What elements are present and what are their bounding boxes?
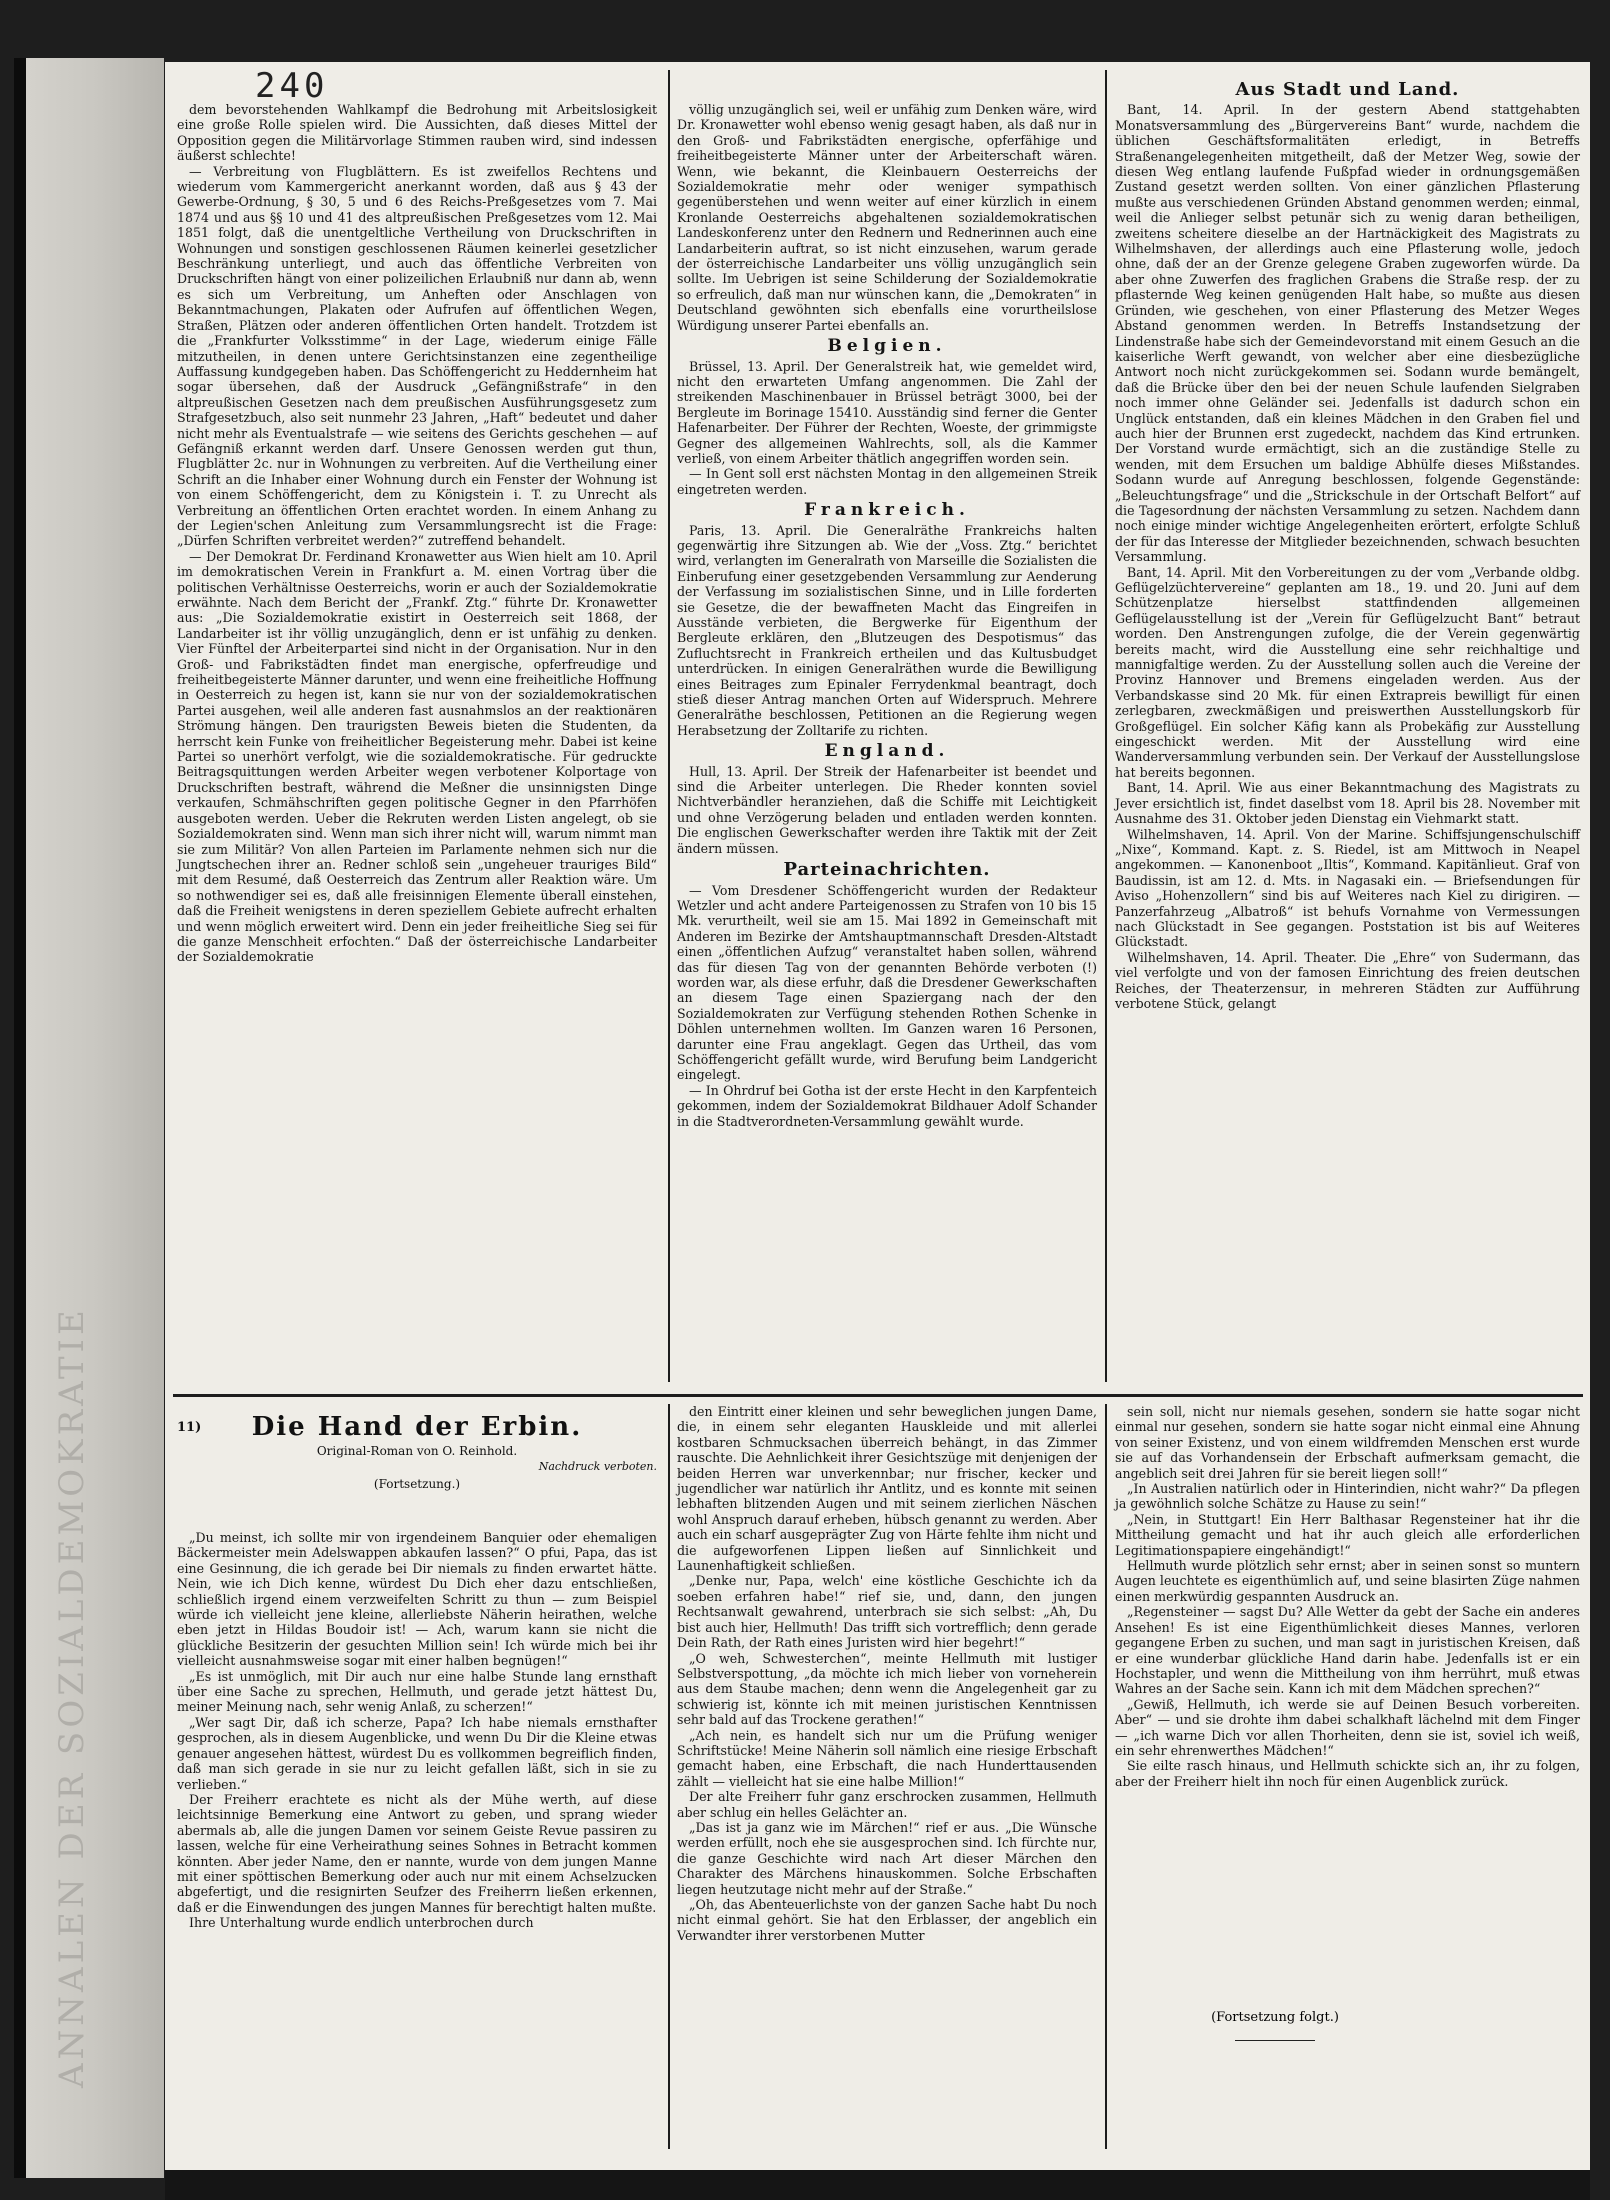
paragraph: — In Ohrdruf bei Gotha ist der erste Hecht in den Karpfenteich gekommen, indem der Sozialdemokrat Bildhauer Adolf Schander in die Stadtverordneten-Versammlung gewählt wurde. — [677, 1082, 1097, 1129]
paragraph: „Ach nein, es handelt sich nur um die Prüfung weniger Schriftstücke! Meine Näherin soll nämlich eine riesige Erbschaft gemacht haben, eine Erbschaft, die nach Hunderttausenden zählt — vielleicht hat sie eine halbe Million!“ — [677, 1727, 1097, 1789]
paragraph: Sie eilte rasch hinaus, und Hellmuth schickte sich an, ihr zu folgen, aber der Freiherr hielt ihn noch für einen Augenblick zurück. — [1115, 1758, 1580, 1789]
page-number: 240 — [255, 66, 329, 106]
serial-column-1 — [177, 1530, 657, 2150]
paragraph: Hull, 13. April. Der Streik der Hafenarbeiter ist beendet und sind die Arbeiter unterlegen. Die Rheder konnten soviel Nichtverbändler heranziehen, daß die Schiffe mit Leichtigkeit und ohne Verzögerung beladen und entladen werden konnten. Die englischen Gewerkschafter werden ihre Taktik mit der Zeit ändern müssen. — [677, 763, 1097, 856]
paragraph: dem bevorstehenden Wahlkampf die Bedrohung mit Arbeitslosigkeit eine große Rolle spielen wird. Die Aussichten, daß dieses Mittel der Opposition gegen die Militärvorlage Stimmen rauben wird, sind indessen äußerst schlechte! — [177, 102, 657, 164]
section-heading-stadt-land: Aus Stadt und Land. — [1235, 79, 1460, 100]
serial-number: 11) — [177, 1420, 202, 1435]
paragraph: Der Freiherr erachtete es nicht als der Mühe werth, auf diese leichtsinnige Bemerkung eine Antwort zu geben, und sprang wieder abermals ab, alle die jungen Damen vor seinem Geiste Revue passiren zu lassen, welche für eine Verheirathung seines Sohnes in Betracht kommen könnten. Aber jeder Name, den er nannte, wurde von dem jungen Manne mit einer spöttischen Bemerkung oder auch nur mit einem Achselzucken abgefertigt, und die resignirten Seufzer des Freiherrn ließen erkennen, daß er die Einwendungen des jungen Mannes für berechtigt halten mußte. — [177, 1791, 657, 1915]
serial-separator — [173, 1394, 1583, 1397]
paragraph: Bant, 14. April. In der gestern Abend stattgehabten Monatsversammlung des „Bürgervereins Bant“ wurde, nachdem die üblichen Geschäftsformalitäten erledigt, in Betreffs Straßenangelegenheiten mitgetheilt, daß der Metzer Weg, sowie der diesen Weg entlang laufende Fußpfad wieder in ordnungsgemäßen Zustand gesetzt werden sollten. Von einer gänzlichen Pflasterung mußte aus verschiedenen Gründen Abstand genommen werden; einmal, weil die Anlieger selbst petunär sich zu wenig daran betheiligen, zweitens scheitere dieselbe an der Hartnäckigkeit des Magistrats zu Wilhelmshaven, der allerdings auch eine Pflasterung wolle, jedoch ohne, daß der an der Grenze gelegene Graben zugeworfen würde. Da aber ohne Zuwerfen des fraglichen Grabens die Straße resp. der zu pflasternde Weg keinen genügenden Halt habe, so mußte aus diesen Gründen, wie geschehen, von einer Pflasterung des Metzer Weges Abstand genommen werden. In Betreffs Instandsetzung der Lindenstraße habe sich der Gemeindevorstand mit einem Gesuch an die kaiserliche Werft gewandt, von welcher aber eine diesbezügliche Antwort noch nicht zurückgekommen sei. Sodann wurde bemängelt, daß die Brücke über den bei der neuen Schule laufenden Sielgraben noch immer ohne Geländer sei. Jedenfalls ist dadurch schon ein Unglück entstanden, daß ein kleines Mädchen in den Graben fiel und auch hier der Brunnen erst zugedeckt, nachdem das Kind ertrunken. Der Vorstand wurde ermächtigt, sich an die zuständige Stelle zu wenden, mit dem Ersuchen um baldige Abhülfe dieses Mißstandes. Sodann wurde auf Anregung beschlossen, folgende Gegenstände: „Beleuchtungsfrage“ und die „Strickschule in der Ortschaft Belfort“ auf die Tagesordnung der nächsten Versammlung zu setzen. Nachdem dann noch einige minder wichtige Angelegenheiten erörtert, erfolgte Schluß der für das Interesse der Mitglieder bezeichnenden, schwach besuchten Versammlung. — [1115, 102, 1580, 565]
serial-continuation: (Fortsetzung.) — [373, 1477, 461, 1491]
paragraph: „Es ist unmöglich, mit Dir auch nur eine halbe Stunde lang ernsthaft über eine Sache zu sprechen, Hellmuth, und gerade jetzt hättest Du, meiner Meinung nach, sehr wenig Anlaß, zu scherzen!“ — [177, 1668, 657, 1715]
serial-header — [177, 1410, 657, 1491]
paragraph: „O weh, Schwesterchen“, meinte Hellmuth mit lustiger Selbstverspottung, „da möchte ich mich lieber von vorneherein aus dem Staube machen; denn wenn die Angelegenheit gar zu schwierig ist, könnte ich mit meinen juristischen Kenntnissen sehr bald auf das Trockene gerathen!“ — [677, 1650, 1097, 1728]
reprint-note: Nachdruck verboten. — [538, 1460, 657, 1473]
paragraph: Bant, 14. April. Wie aus einer Bekanntmachung des Magistrats zu Jever ersichtlich ist, findet daselbst vom 18. April bis 28. November mit Ausnahme des 31. Oktober jeden Dienstag ein Viehmarkt statt. — [1115, 780, 1580, 827]
paragraph: „Du meinst, ich sollte mir von irgendeinem Banquier oder ehemaligen Bäckermeister mein Adelswappen abkaufen lassen?“ O pfui, Papa, das ist eine Gesinnung, die ich gerade bei Dir niemals zu finden erwartet hätte. Nein, wie ich Dich kenne, würdest Du Dich eher dazu entschließen, schließlich irgend einem verzweifelten Schritt zu thun — zum Beispiel würde ich vielleicht jene kleine, allerliebste Näherin heirathen, welche eben jetzt in Hildas Boudoir ist! — Ach, warum kann sie nicht die glückliche Besitzerin der gesuchten Million sein! Ich würde mich bei ihr vielleicht ausnahmsweise sogar mit einer halben begnügen!“ — [177, 1530, 657, 1669]
paragraph: den Eintritt einer kleinen und sehr beweglichen jungen Dame, die, in einem sehr eleganten Hauskleide und mit allerlei kostbaren Schmucksachen überreich behängt, in das Zimmer rauschte. Die Aehnlichkeit ihrer Gesichtszüge mit denjenigen der beiden Herren war unverkennbar; nur frischer, kecker und jugendlicher war natürlich ihr Antlitz, und es konnte mit seinen lebhaften blitzenden Augen und mit seinem zierlichen Näschen wohl Anspruch darauf erheben, hübsch genannt zu werden. Aber auch ein scharf ausgeprägter Zug von Härte fehlte ihm nicht und die aufgeworfenen Lippen ließen auf Sinnlichkeit und Launenhaftigkeit schließen. — [677, 1404, 1097, 1574]
paragraph: Bant, 14. April. Mit den Vorbereitungen zu der vom „Verbande oldbg. Geflügelzüchtervereine“ geplanten am 18., 19. und 20. Juni auf dem Schützenplatze hierselbst stattfindenden allgemeinen Geflügelausstellung ist der „Verein für Geflügelzucht Bant“ betraut worden. Den Anstrengungen zufolge, die der Verein gegenwärtig bereits macht, wird die Ausstellung eine sehr reichhaltige und mannigfaltige werden. Zu der Ausstellung sollen auch die Vereine der Provinz Hannover und Bremens eingeladen werden. Aus der Verbandskasse sind 20 Mk. für einen Extrapreis bewilligt für einen zerlegbaren, zweckmäßigen und preiswerthen Ausstellungskorb für Großgeflügel. Ein solcher Käfig kann als Probekäfig zur Ausstellung eingeschickt werden. Mit der Ausstellung wird eine Wanderversammlung verbunden sein. Der Verkauf der Ausstellungslose hat bereits begonnen. — [1115, 564, 1580, 780]
section-heading-england: England. — [824, 741, 950, 762]
newspaper-page — [165, 62, 1590, 2170]
paragraph: Der alte Freiherr fuhr ganz erschrocken zusammen, Hellmuth aber schlug ein helles Gelächter an. — [677, 1789, 1097, 1820]
paragraph: — Vom Dresdener Schöffengericht wurden der Redakteur Wetzler und acht andere Parteigenossen zu Strafen von 10 bis 15 Mk. verurtheilt, weil sie am 15. Mai 1892 in Gemeinschaft mit Anderen im Bezirke der Amtshauptmannschaft Dresden-Altstadt einen „öffentlichen Aufzug“ veranstaltet haben sollen, während das für diesen Tag von der genannten Behörde verboten (!) worden war, als diese erfuhr, daß die Dresdener Gewerkschaften an diesem Tage einen Spaziergang nach der den Sozialdemokraten zur Verfügung stehenden Rothen Schenke in Döhlen unternehmen wollten. Im Ganzen waren 16 Personen, darunter eine Frau angeklagt. Gegen das Urtheil, das vom Schöffengericht gefällt wurde, wird Berufung beim Landgericht eingelegt. — [677, 882, 1097, 1083]
serial-subtitle: Original-Roman von O. Reinhold. — [316, 1444, 518, 1458]
serial-title: Die Hand der Erbin. — [251, 1412, 583, 1442]
paragraph: — Der Demokrat Dr. Ferdinand Kronawetter aus Wien hielt am 10. April im demokratischen Verein in Frankfurt a. M. einen Vortrag über die politischen Verhältnisse Oesterreichs, worin er auch der Sozialdemokratie erwähnte. Nach dem Bericht der „Frankf. Ztg.“ führte Dr. Kronawetter aus: „Die Sozialdemokratie existirt in Oesterreich seit 1868, der Landarbeiter ist ihr völlig unzugänglich, denn er ist unfähig zu denken. Vier Fünftel der Arbeiterpartei sind nicht in der Organisation. Nur in den Groß- und Fabrikstädten findet man energische, opferfreudige und freiheitbegeisterte Männer darunter, und wenn eine freiheitliche Hoffnung in Oesterreich zu hegen ist, kann sie nur von der sozialdemokratischen Partei ausgehen, weil alle anderen fast ausnahmslos an der reaktionären Strömung hängen. Den traurigsten Beweis bieten die Studenten, da herrscht kein Funke von freiheitlicher Begeisterung mehr. Dabei ist keine Partei so unerhört verfolgt, wie die sozialdemokratische. Für gedruckte Beitragsquittungen werden Arbeiter wegen verbotener Kolportage von Druckschriften bestraft, während die Meßner die unsinnigsten Dinge verkaufen, Schmähschriften gegen politische Gegner in den Pfarrhöfen ausgeboten werden. Ueber die Rekruten werden Listen angelegt, ob sie Sozialdemokraten sind. Wenn man sich ihrer nicht will, warum nimmt man sie zum Militär? Von allen Parteien im Parlamente nehmen sich nur die Jungtschechen ihrer an. Redner schloß sein „ungeheuer trauriges Bild“ mit dem Resumé, daß Oesterreich das Zentrum aller Reaktion wäre. Um so nothwendiger sei es, daß alle freisinnigen Elemente überall einstehen, daß die Freiheit wenigstens in deren speziellem Gebiete aufrecht erhalten und wenn möglich erweitert wird. Denn ein jeder freiheitliche Sieg sei für die ganze Menschheit erfochten.“ Daß der österreichische Landarbeiter der Sozialdemokratie — [177, 548, 657, 965]
article-column-3 — [1115, 76, 1580, 1390]
page-bottom-shadow — [165, 2170, 1590, 2200]
book-binding — [14, 58, 164, 2178]
paragraph: „In Australien natürlich oder in Hinterindien, nicht wahr?“ Da pflegen ja gewöhnlich solche Schätze zu Hause zu sein!“ — [1115, 1481, 1580, 1512]
paragraph: Paris, 13. April. Die Generalräthe Frankreichs halten gegenwärtig ihre Sitzungen ab. Wie der „Voss. Ztg.“ berichtet wird, verlangten im Generalrath von Marseille die Sozialisten die Einberufung einer gesetzgebenden Versammlung zur Aenderung der Verfassung im sozialistischen Sinne, und in Lille forderten sie Gesetze, die der bewaffneten Macht das Eingreifen in Ausstände verbieten, die Bergwerke für Eigenthum der Bergleute erklären, den „Blutzeugen des Despotismus“ das Zufluchtsrecht in Frankreich ertheilen und das Kultusbudget unterdrücken. In einigen Generalräthen wurde die Bewilligung eines Beitrages zum Epinaler Ferrydenkmal beantragt, doch stieß dieser Antrag manchen Orten auf Widerspruch. Mehrere Generalräthe beschlossen, Petitionen an die Regierung wegen Herabsetzung der Zolltarife zu richten. — [677, 522, 1097, 738]
paragraph: „Nein, in Stuttgart! Ein Herr Balthasar Regensteiner hat ihr die Mittheilung gemacht und hat ihr auch gleich alle erforderlichen Legitimationspapiere eingehändigt!“ — [1115, 1511, 1580, 1558]
binding-stamp: ANNALEN DER SOZIALDEMOKRATIE — [52, 1306, 92, 2088]
paragraph: Wilhelmshaven, 14. April. Theater. Die „Ehre“ von Sudermann, das viel verfolgte und von der famosen Einrichtung des freien deutschen Reiches, der Theaterzensur, in mehreren Städten zur Aufführung verbotene Stück, gelangt — [1115, 949, 1580, 1011]
serial-end-rule — [1235, 2040, 1315, 2041]
paragraph: „Denke nur, Papa, welch' eine köstliche Geschichte ich da soeben erfahren habe!“ rief sie, und, dann, den jungen Rechtsanwalt gewahrend, unterbrach sie sich selbst: „Ah, Du bist auch hier, Hellmuth! Das trifft sich vortrefflich; denn gerade Dein Rath, der Rath eines Juristen wird hier begehrt!“ — [677, 1573, 1097, 1651]
column-rule — [1105, 70, 1107, 1382]
paragraph: Wilhelmshaven, 14. April. Von der Marine. Schiffsjungenschulschiff „Nixe“, Kommand. Kapt. z. S. Riedel, ist am Mittwoch in Neapel angekommen. — Kanonenboot „Iltis“, Kommand. Kapitänlieut. Graf von Baudissin, ist am 12. d. Mts. in Nagasaki ein. — Briefsendungen für Aviso „Hohenzollern“ sind bis auf Weiteres nach Kiel zu dirigiren. — Panzerfahrzeug „Albatroß“ ist behufs Vornahme von Vermessungen nach Glückstadt in See gegangen. Poststation ist bis auf Weiteres Glückstadt. — [1115, 826, 1580, 950]
paragraph: — In Gent soll erst nächsten Montag in den allgemeinen Streik eingetreten werden. — [677, 466, 1097, 497]
section-heading-belgien: Belgien. — [827, 336, 947, 357]
binding-edge — [14, 58, 26, 2178]
column-rule — [668, 1404, 670, 2149]
serial-column-3 — [1115, 1404, 1580, 2044]
paragraph: „Wer sagt Dir, daß ich scherze, Papa? Ich habe niemals ernsthafter gesprochen, als in diesem Augenblicke, und wenn Du Dir die Kleine etwas genauer angesehen hättest, würdest Du es vollkommen begreiflich finden, daß man sich gerade in sie nur zu leicht gefallen läßt, sich in sie zu verlieben.“ — [177, 1714, 657, 1792]
section-heading-parteinachrichten: Parteinachrichten. — [783, 859, 991, 881]
paragraph: „Oh, das Abenteuerlichste von der ganzen Sache habt Du noch nicht einmal gehört. Sie hat den Erblasser, der angeblich ein Verwandter ihrer verstorbenen Mutter — [677, 1897, 1097, 1943]
paragraph: „Das ist ja ganz wie im Märchen!“ rief er aus. „Die Wünsche werden erfüllt, noch ehe sie ausgesprochen sind. Ich fürchte nur, die ganze Geschichte wird nach Art dieser Märchen den Charakter des Märchens hinauskommen. Solche Erbschaften liegen heutzutage nicht mehr auf der Straße.“ — [677, 1819, 1097, 1897]
paragraph: „Gewiß, Hellmuth, ich werde sie auf Deinen Besuch vorbereiten. Aber“ — und sie drohte ihm dabei schalkhaft lächelnd mit dem Finger — „ich warne Dich vor allen Thorheiten, denn sie ist, soviel ich weiß, ein sehr ehrenwerthes Mädchen!“ — [1115, 1696, 1580, 1758]
column-rule — [668, 70, 670, 1382]
section-heading-frankreich: Frankreich. — [804, 500, 970, 521]
paragraph: „Regensteiner — sagst Du? Alle Wetter da gebt der Sache ein anderes Ansehen! Es ist eine Eigenthümlichkeit dieses Mannes, verloren gegangene Erben zu suchen, und man sagt in juristischen Kreisen, daß er eine wunderbar glückliche Hand darin habe. Jedenfalls ist er ein Hochstapler, und wenn die Mittheilung von ihm herrührt, muß etwas Wahres an der Sache sein. Kann ich mit dem Mädchen sprechen?“ — [1115, 1604, 1580, 1697]
serial-to-be-continued: (Fortsetzung folgt.) — [1211, 2010, 1339, 2025]
paragraph: Hellmuth wurde plötzlich sehr ernst; aber in seinen sonst so muntern Augen leuchtete es eigenthümlich auf, und seine blasirten Züge nahmen einen merkwürdig gespannten Ausdruck an. — [1115, 1558, 1580, 1604]
paragraph: Ihre Unterhaltung wurde endlich unterbrochen durch — [189, 1915, 534, 1931]
paragraph: völlig unzugänglich sei, weil er unfähig zum Denken wäre, wird Dr. Kronawetter wohl ebenso wenig gesagt haben, als daß nur in den Groß- und Fabrikstädten energische, opferfähige und freiheitbegeisterte Männer unter der Arbeiterschaft wären. Wenn, wie bekannt, die Kleinbauern Oesterreichs der Sozialdemokratie mehr oder weniger sympathisch gegenüberstehen und wenn weiter auf einer kürzlich in einem Kronlande Oesterreichs abgehaltenen sozialdemokratischen Landeskonferenz unter den Rednern und Rednerinnen auch eine Landarbeiterin auftrat, so ist nicht einzusehen, warum gerade der österreichische Landarbeiter uns völlig unzugänglich sein sollte. Im Uebrigen ist seine Schilderung der Sozialdemokratie so erfreulich, daß man nur wünschen kann, die „Demokraten“ in Deutschland gewöhnten sich ebenfalls eine vorurtheilslose Würdigung unserer Partei ebenfalls an. — [677, 102, 1097, 333]
article-column-1 — [177, 102, 657, 1390]
article-column-2 — [677, 102, 1097, 1390]
paragraph: Brüssel, 13. April. Der Generalstreik hat, wie gemeldet wird, nicht den erwarteten Umfang angenommen. Die Zahl der streikenden Maschinenbauer in Brüssel beträgt 3000, bei der Bergleute im Borinage 15410. Ausständig sind ferner die Genter Hafenarbeiter. Der Führer der Rechten, Woeste, der grimmigste Gegner des allgemeinen Wahlrechts, soll, als die Kammer verließ, von einem Arbeiter thätlich angegriffen worden sein. — [677, 358, 1097, 466]
paragraph: sein soll, nicht nur niemals gesehen, sondern sie hatte sogar nicht einmal nur gesehen, sondern sie hatte sogar nicht einmal eine Ahnung von seiner Existenz, und von einem wildfremden Menschen erst wurde sie auf das Vorhandensein der Erbschaft aufmerksam gemacht, die angeblich seit drei Jahren für sie bereit liegen soll!“ — [1115, 1404, 1580, 1481]
column-rule — [1105, 1404, 1107, 2149]
paragraph: — Verbreitung von Flugblättern. Es ist zweifellos Rechtens und wiederum vom Kammergericht anerkannt worden, daß aus § 43 der Gewerbe-Ordnung, § 30, 5 und 6 des Reichs-Preßgesetzes vom 7. Mai 1874 und aus §§ 10 und 41 des altpreußischen Preßgesetzes vom 12. Mai 1851 folgt, daß die unentgeltliche Vertheilung von Druckschriften in Wohnungen und sonstigen geschlossenen Räumen keinerlei gesetzlicher Beschränkung unterliegt, und auch das öffentliche Verbreiten von Druckschriften hängt von einer polizeilichen Erlaubniß nur dann ab, wenn es sich um Verbreitung, um Anheften oder Anschlagen von Bekanntmachungen, Plakaten oder Aufrufen auf öffentlichen Wegen, Straßen, Plätzen oder anderen öffentlichen Orten handelt. Trotzdem ist die „Frankfurter Volksstimme“ in der Lage, wiederum einige Fälle mitzutheilen, in denen untere Gerichtsinstanzen eine zegentheilige Auffassung kundgegeben haben. Das Schöffengericht zu Heddernheim hat sogar übersehen, daß der Ausdruck „Gefängnißstrafe“ in den altpreußischen Gesetzen nach dem preußischen Ausführungsgesetz zum Strafgesetzbuch, also seit nunmehr 23 Jahren, „Haft“ bedeutet und daher nicht mehr als Eventualstrafe — wie seitens des Gerichts geschehen — auf Gefängniß erkannt werden darf. Unsere Genossen werden gut thun, Flugblätter 2c. nur in Wohnungen zu verbreiten. Auf die Vertheilung einer Schrift an die Inhaber einer Wohnung durch ein Fenster der Wohnung ist von einem Schöffengericht, dem zu Königstein i. T. zu Unrecht als Verbreitung an öffentlichen Orten erachtet worden. In einem Anhang zu der Legien'schen Anleitung zum Versammlungsrecht ist die Frage: „Dürfen Schriften verbreitet werden?“ zutreffend behandelt. — [177, 163, 657, 549]
serial-column-2 — [677, 1404, 1097, 2150]
